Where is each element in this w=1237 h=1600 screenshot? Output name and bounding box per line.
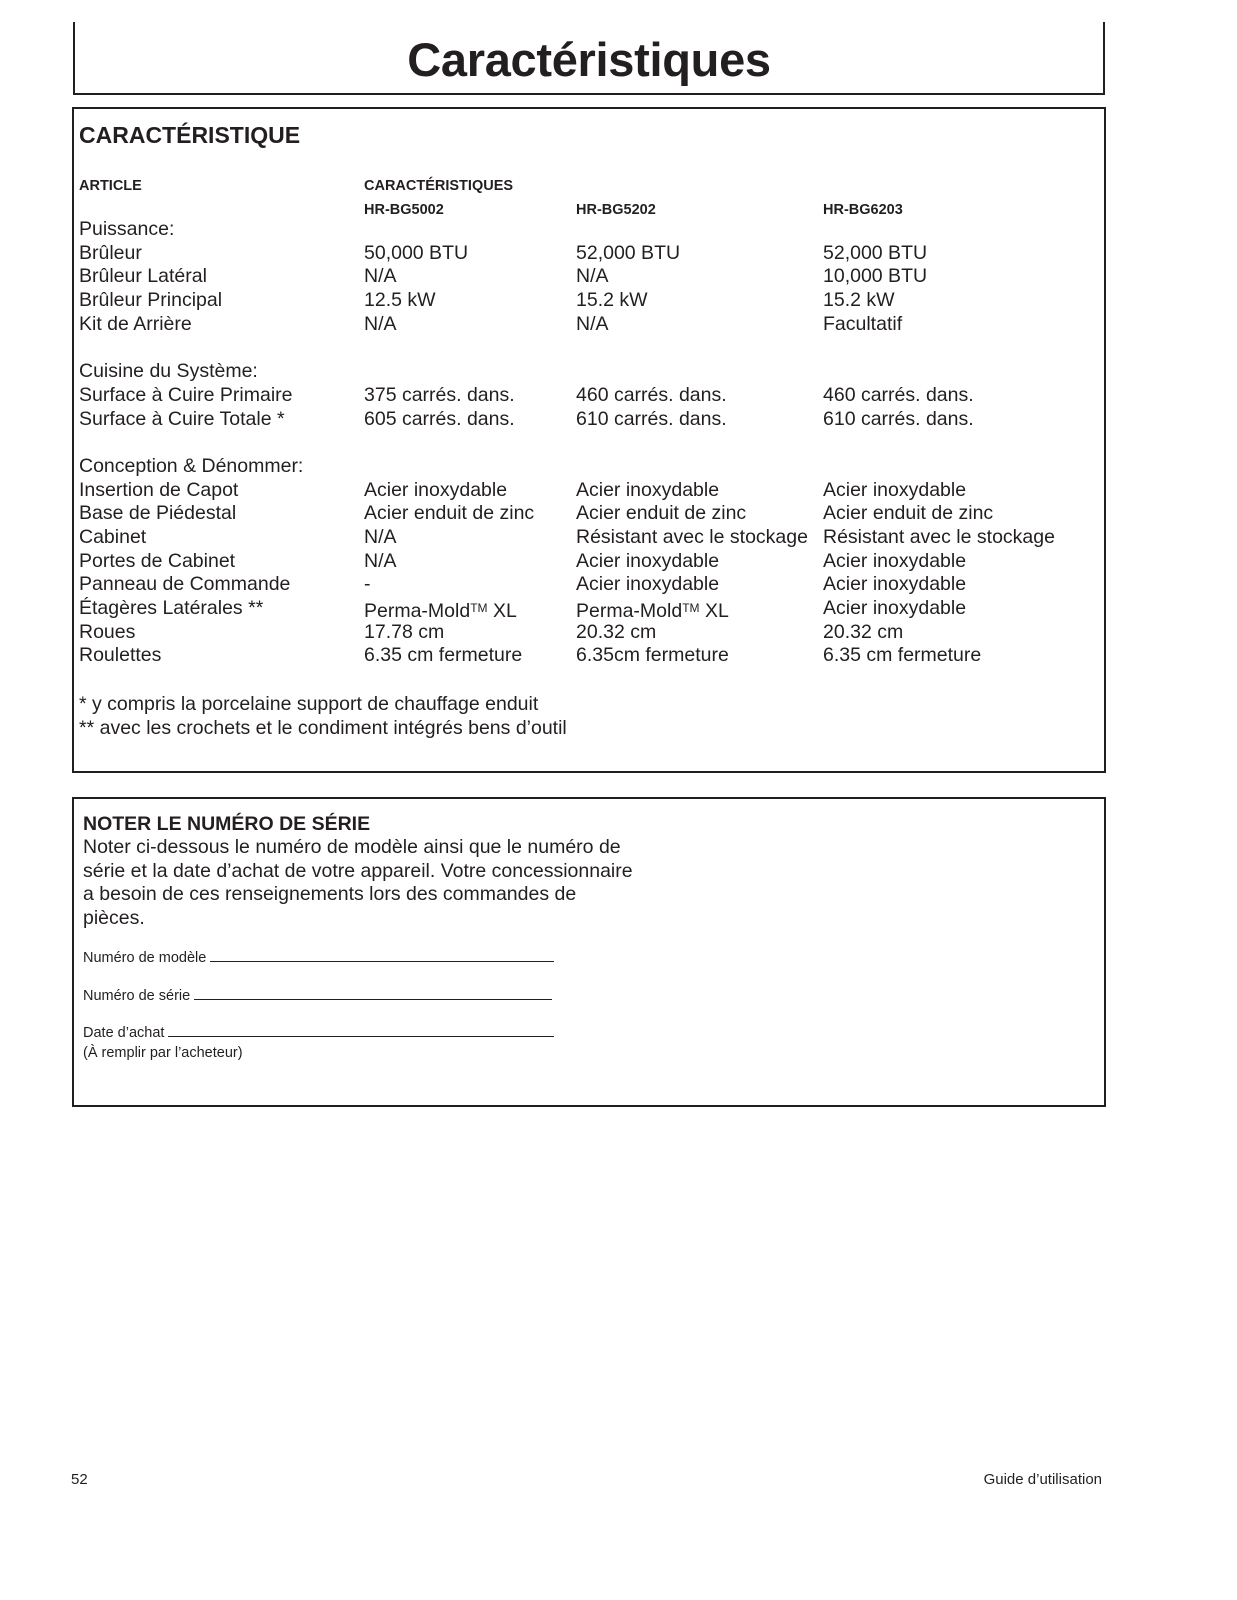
page-number: 52 [71,1471,88,1488]
spec-heading: CARACTÉRISTIQUE [79,122,301,148]
spec-row [79,455,1099,479]
spec-row [79,265,1099,289]
row-value-3: Acier enduit de zinc [823,502,994,525]
row-label: Portes de Cabinet [79,549,236,572]
row-value-2: Acier inoxydable [576,549,720,572]
serial-number-line [194,987,552,1000]
trademark-mark: TM [682,601,700,615]
purchase-date-field [83,1024,554,1042]
model-number-line [210,949,554,962]
serial-number-label: Numéro de série [83,988,191,1004]
row-value-1: 605 carrés. dans. [364,407,515,430]
row-value-3: 15.2 kW [823,289,895,312]
model-header-1: HR-BG5002 [364,202,444,218]
model-number-field [83,949,554,967]
row-label: Brûleur Principal [79,289,223,312]
page-title: Caractéristiques [407,33,771,86]
row-spacer [79,336,1099,360]
row-value-1: N/A [364,312,397,335]
spec-row [79,479,1099,503]
spec-row [79,573,1099,597]
row-value-1: N/A [364,265,397,288]
spec-row [79,218,1099,242]
spec-row [79,644,1099,668]
row-value-1: Acier enduit de zinc [364,502,535,525]
spec-row [79,550,1099,574]
row-value-1: 12.5 kW [364,289,436,312]
row-label: Cuisine du Système: [79,360,258,383]
footnotes [79,693,567,740]
row-value-2: Acier inoxydable [576,478,720,501]
product-name: Perma-Mold [364,600,471,622]
row-value-3: 6.35 cm fermeture [823,644,982,667]
row-value-3: Facultatif [823,312,903,335]
spec-row [79,502,1099,526]
row-value-2: 20.32 cm [576,620,657,643]
footer-guide-title: Guide d’utilisation [983,1471,1102,1488]
product-suffix: XL [487,600,517,622]
purchase-date-label: Date d’achat [83,1025,165,1041]
row-spacer [79,431,1099,455]
row-label: Étagères Latérales ** [79,597,264,619]
row-value-3: 52,000 BTU [823,241,928,264]
row-label: Surface à Cuire Primaire [79,383,293,406]
row-value-3: 10,000 BTU [823,265,928,288]
row-value-2: 460 carrés. dans. [576,383,727,406]
row-value-2: Acier inoxydable [576,573,720,596]
footnote: ** avec les crochets et le condiment intégrés bens d’outil [79,716,567,739]
row-value-3: 610 carrés. dans. [823,407,974,430]
row-value-1 [364,597,517,624]
spec-row [79,242,1099,266]
row-value-2: Résistant avec le stockage [576,525,808,548]
row-label: Roues [79,620,136,643]
row-label: Puissance: [79,218,175,240]
row-label: Base de Piédestal [79,502,237,525]
column-header-article: ARTICLE [79,178,142,194]
spec-row [79,408,1099,432]
spec-row [79,597,1099,621]
row-value-2: N/A [576,312,609,335]
row-value-2: 610 carrés. dans. [576,407,727,430]
model-header-2: HR-BG5202 [576,202,656,218]
row-value-3: 460 carrés. dans. [823,383,974,406]
spec-row [79,289,1099,313]
spec-row [79,621,1099,645]
row-value-1: - [364,573,371,596]
row-value-2: Acier enduit de zinc [576,502,747,525]
row-value-2: 6.35cm fermeture [576,644,729,667]
row-value-1: 50,000 BTU [364,241,469,264]
row-label: Brûleur [79,241,142,264]
specifications-box [72,107,1106,773]
spec-rows [79,218,1099,668]
spec-row [79,384,1099,408]
spec-row [79,526,1099,550]
row-value-1: 17.78 cm [364,620,445,643]
row-value-2: N/A [576,265,609,288]
purchase-date-note: (À remplir par l’acheteur) [83,1045,243,1061]
serial-heading: NOTER LE NUMÉRO DE SÉRIE [83,813,371,835]
product-suffix: XL [699,600,729,622]
row-label: Roulettes [79,644,162,667]
product-name: Perma-Mold [576,600,683,622]
row-value-3: Résistant avec le stockage [823,525,1055,548]
row-value-3: 20.32 cm [823,620,904,643]
row-value-3: Acier inoxydable [823,549,967,572]
spec-row [79,313,1099,337]
footnote: * y compris la porcelaine support de chauffage enduit [79,693,539,715]
row-value-2: 15.2 kW [576,289,648,312]
row-label: Brûleur Latéral [79,265,207,288]
row-label: Panneau de Commande [79,573,291,596]
trademark-mark: TM [470,601,488,615]
row-value-3: Acier inoxydable [823,573,967,596]
row-value-3: Acier inoxydable [823,597,967,619]
row-value-3: Acier inoxydable [823,478,967,501]
serial-number-field [83,987,552,1005]
row-value-1: 375 carrés. dans. [364,383,515,406]
model-number-label: Numéro de modèle [83,950,207,966]
row-label: Conception & Dénommer: [79,454,304,477]
model-header-3: HR-BG6203 [823,202,903,218]
column-header-specs: CARACTÉRISTIQUES [364,178,514,194]
row-label: Surface à Cuire Totale * [79,407,285,430]
serial-instructions: Noter ci-dessous le numéro de modèle ainsi que le numéro de série et la date d’achat de votre appareil. Votre concessionnaire a besoin de ces renseignements lors des commandes de pièces. [83,836,633,930]
serial-number-box [72,797,1106,1107]
row-label: Kit de Arrière [79,312,192,335]
title-box [73,22,1105,95]
row-label: Insertion de Capot [79,478,239,501]
row-value-2 [576,597,729,624]
row-value-2: 52,000 BTU [576,241,681,264]
purchase-date-line [168,1024,554,1037]
row-value-1: 6.35 cm fermeture [364,644,523,667]
row-value-1: N/A [364,525,397,548]
row-label: Cabinet [79,525,147,548]
row-value-1: N/A [364,549,397,572]
row-value-1: Acier inoxydable [364,478,508,501]
spec-row [79,360,1099,384]
